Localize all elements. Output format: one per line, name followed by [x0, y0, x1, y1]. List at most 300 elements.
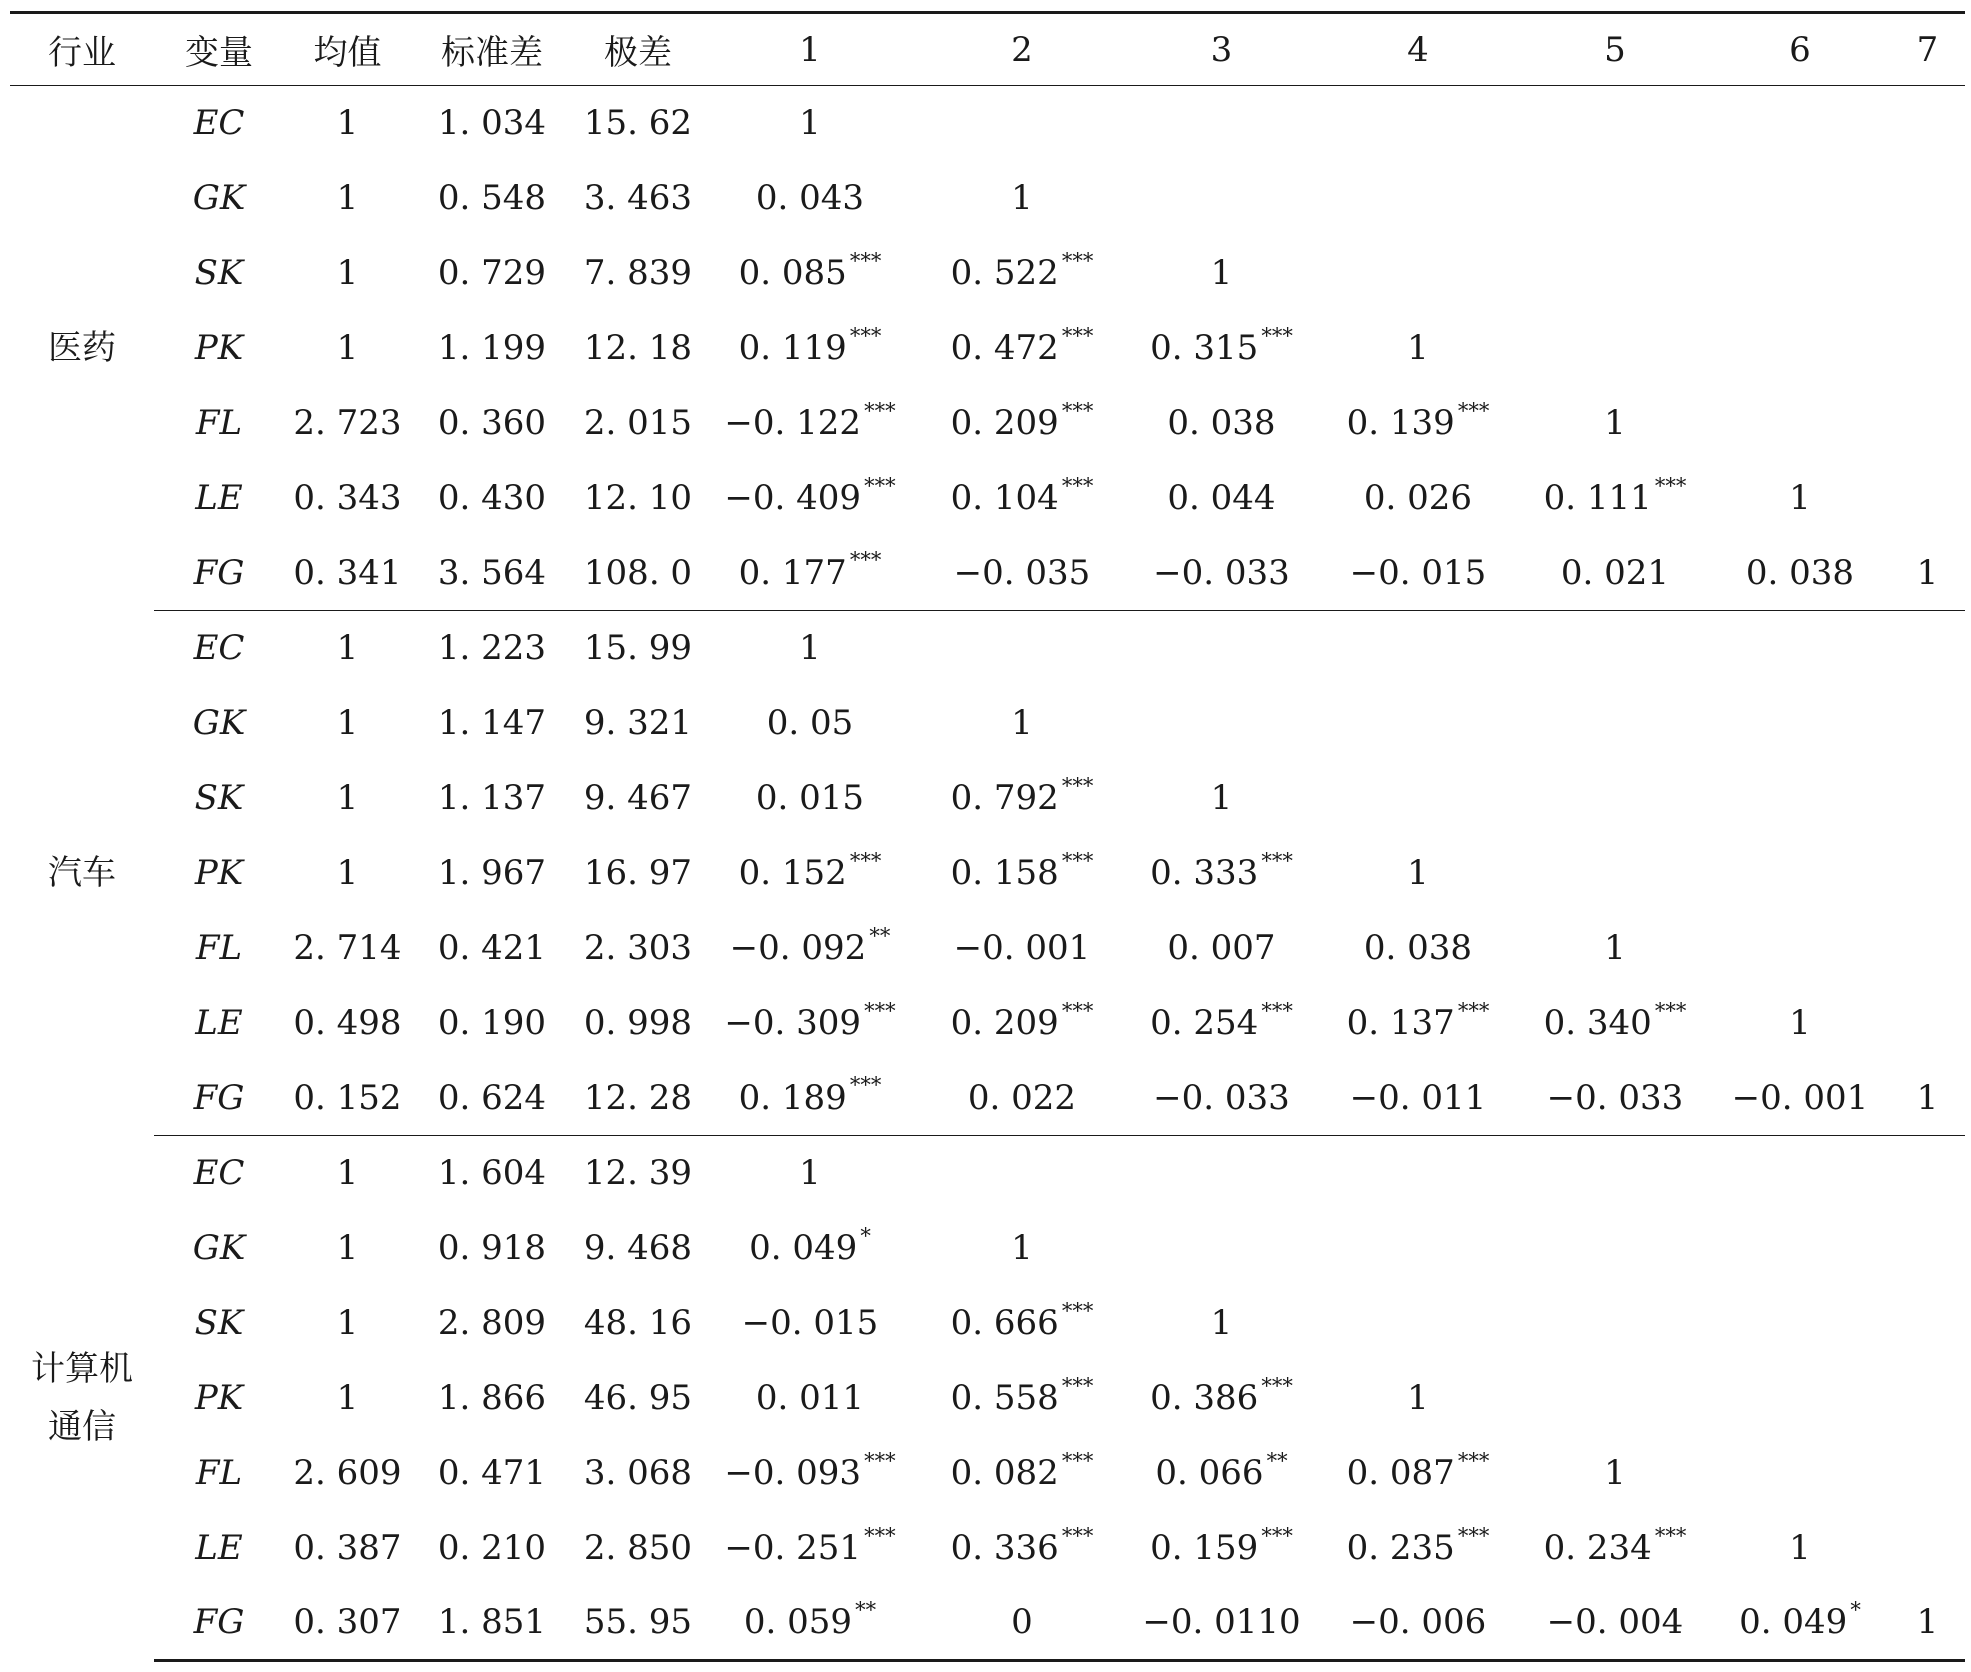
- table-row: [10, 236, 1965, 311]
- correlation-value: 0. 085: [738, 253, 847, 293]
- correlation-cell: [1520, 611, 1710, 686]
- correlation-cell: [1710, 86, 1890, 161]
- correlation-value: −0. 011: [1349, 1077, 1487, 1118]
- correlation-cell: [1710, 686, 1890, 761]
- std-dev-cell: 3. 564: [411, 536, 573, 611]
- variable-cell: LE: [195, 478, 243, 518]
- correlation-value: 0. 340: [1543, 1003, 1652, 1043]
- table-row: [10, 911, 1965, 986]
- correlation-cell: [1127, 161, 1316, 236]
- mean-cell: 1: [336, 778, 359, 818]
- correlation-cell: [703, 1511, 917, 1586]
- range-cell: 7. 839: [583, 253, 693, 293]
- std-dev-cell: 0. 190: [437, 1003, 547, 1043]
- correlation-cell: [1890, 1061, 1965, 1136]
- correlation-cell: [1520, 836, 1710, 911]
- variable-cell: FG: [154, 1061, 284, 1136]
- correlation-cell: [1890, 1136, 1965, 1211]
- significance-stars: ***: [1061, 323, 1094, 348]
- correlation-value: −0. 004: [1546, 1602, 1684, 1643]
- significance-stars: ***: [1061, 1448, 1094, 1473]
- mean-cell: 2. 714: [293, 928, 402, 968]
- correlation-cell: [1710, 386, 1890, 461]
- correlation-cell: [703, 536, 917, 611]
- range-cell: 3. 463: [583, 178, 693, 218]
- correlation-value: 1: [1210, 253, 1233, 293]
- correlation-value: −0. 093: [724, 1453, 862, 1493]
- correlation-cell: [1316, 1211, 1520, 1286]
- correlation-value: 0. 043: [755, 178, 865, 218]
- significance-stars: ***: [1061, 1373, 1094, 1398]
- significance-stars: ***: [849, 548, 882, 573]
- correlation-cell: [1710, 536, 1890, 611]
- mean-cell: 1: [336, 178, 359, 218]
- variable-cell: GK: [192, 178, 246, 218]
- range-cell: 9. 468: [583, 1228, 693, 1268]
- correlation-value: 0. 082: [950, 1453, 1059, 1493]
- table-row: [10, 536, 1965, 611]
- range-cell: 2. 850: [583, 1528, 693, 1568]
- significance-stars: ***: [1261, 323, 1293, 348]
- correlation-value: 0. 254: [1150, 1003, 1259, 1043]
- correlation-cell: [917, 86, 1127, 161]
- header-col-6: 6: [1710, 13, 1890, 86]
- std-dev-cell: 1. 866: [437, 1378, 547, 1418]
- correlation-value: 1: [1011, 1228, 1033, 1268]
- correlation-cell: [703, 161, 917, 236]
- significance-stars: ***: [1261, 1523, 1293, 1548]
- range-cell: 12. 10: [583, 478, 693, 518]
- table-row: [10, 1061, 1965, 1136]
- correlation-cell: [1316, 86, 1520, 161]
- correlation-cell: [1890, 236, 1965, 311]
- range-cell: 15. 62: [583, 103, 693, 144]
- correlation-cell: [1127, 836, 1316, 911]
- variable-cell: GK: [192, 703, 246, 743]
- range-cell: 12. 28: [573, 1061, 703, 1136]
- correlation-cell: [1520, 1511, 1710, 1586]
- correlation-value: 0. 038: [1745, 552, 1855, 593]
- correlation-cell: [1890, 1586, 1965, 1661]
- correlation-value: 0. 234: [1543, 1528, 1652, 1568]
- industry-label: 医药: [48, 328, 116, 369]
- correlation-cell: [1316, 1361, 1520, 1436]
- correlation-value: 1: [1011, 703, 1033, 743]
- correlation-cell: [917, 986, 1127, 1061]
- correlation-cell: [1127, 1511, 1316, 1586]
- correlation-cell: [1127, 311, 1316, 386]
- correlation-cell: [1520, 1361, 1710, 1436]
- header-col-1: 1: [703, 13, 917, 86]
- variable-cell: PK: [194, 328, 244, 368]
- correlation-cell: [1520, 686, 1710, 761]
- std-dev-cell: 1. 034: [437, 103, 547, 144]
- correlation-cell: [1890, 461, 1965, 536]
- mean-cell: 1: [336, 703, 359, 743]
- correlation-cell: [1710, 161, 1890, 236]
- table-row: [10, 1361, 1965, 1436]
- correlation-cell: [917, 761, 1127, 836]
- correlation-cell: [1316, 386, 1520, 461]
- correlation-cell: [917, 1361, 1127, 1436]
- mean-cell: 1: [336, 1303, 359, 1343]
- variable-cell: SK: [194, 253, 244, 293]
- mean-cell: 1: [336, 103, 359, 144]
- correlation-cell: [1127, 1061, 1316, 1136]
- correlation-value: 1: [1407, 853, 1429, 893]
- correlation-cell: [703, 836, 917, 911]
- correlation-value: −0. 251: [724, 1528, 862, 1568]
- correlation-cell: [1127, 1211, 1316, 1286]
- correlation-value: 0. 119: [738, 328, 847, 368]
- significance-stars: ***: [1261, 998, 1293, 1023]
- correlation-value: 0. 472: [950, 328, 1059, 368]
- mean-cell: 1: [336, 253, 359, 293]
- correlation-value: 0. 386: [1150, 1378, 1259, 1418]
- correlation-value: 0. 558: [950, 1378, 1059, 1418]
- correlation-cell: [1127, 536, 1316, 611]
- correlation-table: [10, 11, 1965, 1662]
- header-std-dev: 标准差: [411, 13, 573, 86]
- range-cell: 3. 068: [583, 1453, 693, 1493]
- correlation-cell: [1316, 1436, 1520, 1511]
- correlation-cell: [1316, 1586, 1520, 1661]
- correlation-value: 0. 066: [1155, 1453, 1264, 1493]
- table-row: [10, 1511, 1965, 1586]
- correlation-value: 0. 139: [1346, 403, 1455, 443]
- std-dev-cell: 0. 360: [437, 403, 547, 443]
- table-row: [10, 686, 1965, 761]
- correlation-cell: [1520, 1286, 1710, 1361]
- correlation-cell: [1127, 1436, 1316, 1511]
- table-row: [10, 386, 1965, 461]
- correlation-cell: [1520, 761, 1710, 836]
- correlation-cell: [1890, 1361, 1965, 1436]
- correlation-value: 0. 022: [967, 1077, 1077, 1118]
- significance-stars: ***: [1061, 473, 1094, 498]
- mean-cell: 0. 307: [284, 1586, 411, 1661]
- correlation-cell: [1127, 611, 1316, 686]
- table-header: [10, 13, 1965, 86]
- correlation-cell: [1890, 86, 1965, 161]
- std-dev-cell: 1. 137: [437, 778, 547, 818]
- significance-stars: ***: [849, 248, 882, 273]
- range-cell: 46. 95: [583, 1378, 693, 1418]
- correlation-cell: [1127, 1286, 1316, 1361]
- correlation-cell: [1127, 911, 1316, 986]
- correlation-cell: [1520, 536, 1710, 611]
- correlation-value: 1: [1011, 178, 1033, 218]
- correlation-cell: [1127, 236, 1316, 311]
- significance-stars: **: [869, 923, 891, 948]
- correlation-value: 0. 177: [738, 552, 847, 593]
- correlation-value: 1: [1916, 1077, 1939, 1118]
- range-cell: 108. 0: [573, 536, 703, 611]
- mean-cell: 1: [336, 1378, 359, 1418]
- range-cell: 12. 18: [583, 328, 693, 368]
- mean-cell: 1: [336, 1228, 359, 1268]
- significance-stars: **: [855, 1597, 877, 1622]
- correlation-cell: [1890, 986, 1965, 1061]
- correlation-value: 0. 137: [1346, 1003, 1455, 1043]
- correlation-cell: [1520, 1136, 1710, 1211]
- std-dev-cell: 0. 421: [437, 928, 547, 968]
- correlation-value: 0. 044: [1167, 478, 1276, 518]
- correlation-value: 0. 315: [1150, 328, 1259, 368]
- correlation-value: −0. 006: [1349, 1602, 1487, 1643]
- correlation-value: −0. 015: [741, 1303, 879, 1343]
- correlation-cell: [1316, 986, 1520, 1061]
- correlation-cell: [703, 1061, 917, 1136]
- correlation-cell: [1316, 461, 1520, 536]
- correlation-cell: [1520, 386, 1710, 461]
- correlation-value: 0. 049: [1739, 1602, 1848, 1643]
- correlation-cell: [1710, 1136, 1890, 1211]
- correlation-value: 0. 087: [1346, 1453, 1455, 1493]
- variable-cell: FL: [195, 1453, 243, 1493]
- correlation-cell: [703, 1361, 917, 1436]
- correlation-cell: [703, 761, 917, 836]
- correlation-cell: [917, 1586, 1127, 1661]
- range-cell: 55. 95: [573, 1586, 703, 1661]
- correlation-cell: [917, 311, 1127, 386]
- significance-stars: ***: [864, 1523, 896, 1548]
- correlation-cell: [1316, 1286, 1520, 1361]
- mean-cell: 0. 152: [284, 1061, 411, 1136]
- variable-cell: LE: [195, 1003, 243, 1043]
- correlation-cell: [1710, 1436, 1890, 1511]
- correlation-value: −0. 001: [953, 928, 1091, 968]
- header-col-2: 2: [917, 13, 1127, 86]
- table-row: [10, 1136, 1965, 1211]
- header-col-5: 5: [1520, 13, 1710, 86]
- correlation-value: 0. 522: [950, 253, 1059, 293]
- correlation-cell: [1520, 1436, 1710, 1511]
- correlation-cell: [1710, 761, 1890, 836]
- correlation-value: 0. 159: [1150, 1528, 1259, 1568]
- correlation-cell: [1710, 461, 1890, 536]
- table-row: [10, 461, 1965, 536]
- correlation-cell: [1316, 911, 1520, 986]
- correlation-cell: [703, 1286, 917, 1361]
- significance-stars: ***: [864, 1448, 896, 1473]
- correlation-value: 0. 026: [1363, 478, 1473, 518]
- variable-cell: EC: [193, 1153, 245, 1194]
- correlation-cell: [917, 386, 1127, 461]
- correlation-cell: [917, 1286, 1127, 1361]
- significance-stars: ***: [1457, 1448, 1490, 1473]
- header-col-7: 7: [1890, 13, 1965, 86]
- correlation-value: 1: [1789, 1528, 1811, 1568]
- correlation-cell: [1127, 1361, 1316, 1436]
- significance-stars: ***: [1261, 848, 1293, 873]
- correlation-cell: [1316, 611, 1520, 686]
- correlation-cell: [917, 236, 1127, 311]
- mean-cell: 0. 387: [293, 1528, 402, 1568]
- mean-cell: 1: [336, 853, 359, 893]
- correlation-value: 0. 111: [1543, 478, 1652, 518]
- correlation-value: −0. 015: [1349, 552, 1487, 593]
- correlation-cell: [703, 461, 917, 536]
- correlation-cell: [1710, 311, 1890, 386]
- variable-cell: FG: [154, 536, 284, 611]
- significance-stars: ***: [1061, 773, 1094, 798]
- correlation-value: 0. 336: [950, 1528, 1059, 1568]
- correlation-value: 0. 333: [1150, 853, 1259, 893]
- correlation-cell: [1890, 1511, 1965, 1586]
- correlation-cell: [1890, 1436, 1965, 1511]
- significance-stars: ***: [1061, 398, 1094, 423]
- correlation-value: 0. 011: [755, 1378, 865, 1418]
- correlation-cell: [1520, 1211, 1710, 1286]
- correlation-cell: [1520, 86, 1710, 161]
- mean-cell: 1: [336, 328, 359, 368]
- correlation-value: −0. 033: [1153, 552, 1290, 593]
- correlation-cell: [1316, 1061, 1520, 1136]
- correlation-cell: [703, 236, 917, 311]
- range-cell: 48. 16: [583, 1303, 693, 1343]
- correlation-cell: [917, 1436, 1127, 1511]
- correlation-cell: [1520, 911, 1710, 986]
- table-row: [10, 1586, 1965, 1661]
- correlation-cell: [1316, 236, 1520, 311]
- range-cell: 2. 015: [583, 403, 693, 443]
- correlation-cell: [1127, 686, 1316, 761]
- significance-stars: ***: [1061, 1523, 1094, 1548]
- correlation-value: 0. 038: [1363, 928, 1473, 968]
- correlation-cell: [1127, 386, 1316, 461]
- table-row: [10, 1436, 1965, 1511]
- std-dev-cell: 1. 223: [437, 628, 547, 669]
- correlation-cell: [1520, 986, 1710, 1061]
- correlation-cell: [1710, 1286, 1890, 1361]
- correlation-value: 0. 059: [743, 1602, 853, 1643]
- correlation-cell: [1890, 1211, 1965, 1286]
- correlation-value: −0. 122: [724, 403, 862, 443]
- correlation-cell: [1710, 1361, 1890, 1436]
- correlation-cell: [1890, 836, 1965, 911]
- correlation-value: 1: [1604, 1453, 1626, 1493]
- header-mean: 均值: [284, 13, 411, 86]
- correlation-value: −0. 0110: [1142, 1602, 1301, 1643]
- correlation-cell: [1520, 1586, 1710, 1661]
- correlation-cell: [703, 1211, 917, 1286]
- correlation-cell: [917, 1136, 1127, 1211]
- table-row: [10, 611, 1965, 686]
- industry-group: [10, 611, 1965, 1136]
- significance-stars: ***: [1457, 1523, 1490, 1548]
- correlation-cell: [1316, 686, 1520, 761]
- std-dev-cell: 0. 471: [437, 1453, 547, 1493]
- correlation-cell: [703, 86, 917, 161]
- correlation-value: 1: [1604, 928, 1626, 968]
- significance-stars: ***: [849, 323, 882, 348]
- range-cell: 15. 99: [583, 628, 693, 669]
- std-dev-cell: 0. 548: [437, 178, 547, 218]
- significance-stars: ***: [1654, 1523, 1687, 1548]
- table-row: [10, 1286, 1965, 1361]
- mean-cell: 0. 498: [293, 1003, 402, 1043]
- variable-cell: SK: [194, 778, 244, 818]
- correlation-value: 1: [1916, 552, 1939, 593]
- correlation-value: 0. 049: [749, 1228, 858, 1268]
- correlation-value: 0. 209: [950, 403, 1059, 443]
- industry-group: [10, 1136, 1965, 1661]
- correlation-cell: [1710, 911, 1890, 986]
- variable-cell: FL: [195, 403, 243, 443]
- correlation-cell: [1520, 236, 1710, 311]
- correlation-value: 1: [799, 103, 821, 144]
- correlation-cell: [703, 1436, 917, 1511]
- significance-stars: ***: [1061, 248, 1094, 273]
- correlation-value: 1: [1789, 478, 1811, 518]
- correlation-value: 0: [1011, 1602, 1033, 1643]
- correlation-cell: [1890, 611, 1965, 686]
- significance-stars: ***: [1061, 998, 1094, 1023]
- correlation-cell: [917, 611, 1127, 686]
- correlation-value: 0. 015: [755, 778, 865, 818]
- correlation-cell: [1710, 611, 1890, 686]
- range-cell: 0. 998: [583, 1003, 693, 1043]
- significance-stars: **: [1266, 1448, 1288, 1473]
- mean-cell: 1: [336, 628, 359, 669]
- range-cell: 16. 97: [583, 853, 693, 893]
- correlation-cell: [1710, 986, 1890, 1061]
- correlation-cell: [703, 911, 917, 986]
- industry-label: 计算机 通信: [31, 1349, 133, 1447]
- correlation-cell: [1127, 986, 1316, 1061]
- correlation-value: 1: [799, 628, 821, 669]
- significance-stars: ***: [1261, 1373, 1293, 1398]
- correlation-cell: [1316, 311, 1520, 386]
- correlation-cell: [1890, 761, 1965, 836]
- mean-cell: 0. 341: [284, 536, 411, 611]
- mean-cell: 0. 343: [293, 478, 402, 518]
- range-cell: 2. 303: [583, 928, 693, 968]
- correlation-cell: [1316, 1511, 1520, 1586]
- std-dev-cell: 2. 809: [437, 1303, 547, 1343]
- variable-cell: FG: [154, 1586, 284, 1661]
- correlation-cell: [917, 836, 1127, 911]
- variable-cell: EC: [193, 628, 245, 669]
- significance-stars: ***: [849, 1073, 882, 1098]
- correlation-value: 1: [1604, 403, 1626, 443]
- correlation-cell: [703, 686, 917, 761]
- std-dev-cell: 1. 851: [411, 1586, 573, 1661]
- correlation-cell: [1710, 236, 1890, 311]
- correlation-cell: [703, 986, 917, 1061]
- header-variable: 变量: [154, 13, 284, 86]
- correlation-cell: [703, 611, 917, 686]
- correlation-cell: [917, 1061, 1127, 1136]
- correlation-value: −0. 409: [724, 478, 862, 518]
- correlation-value: 0. 152: [738, 853, 847, 893]
- significance-stars: ***: [1061, 1298, 1094, 1323]
- range-cell: 9. 467: [583, 778, 693, 818]
- correlation-cell: [1520, 461, 1710, 536]
- std-dev-cell: 0. 624: [411, 1061, 573, 1136]
- header-range: 极差: [573, 13, 703, 86]
- table-row: [10, 761, 1965, 836]
- correlation-cell: [1890, 536, 1965, 611]
- table-row: [10, 986, 1965, 1061]
- header-col-4: 4: [1316, 13, 1520, 86]
- correlation-cell: [1520, 161, 1710, 236]
- correlation-cell: [1520, 1061, 1710, 1136]
- header-col-3: 3: [1127, 13, 1316, 86]
- correlation-value: −0. 309: [724, 1003, 862, 1043]
- significance-stars: ***: [1654, 473, 1687, 498]
